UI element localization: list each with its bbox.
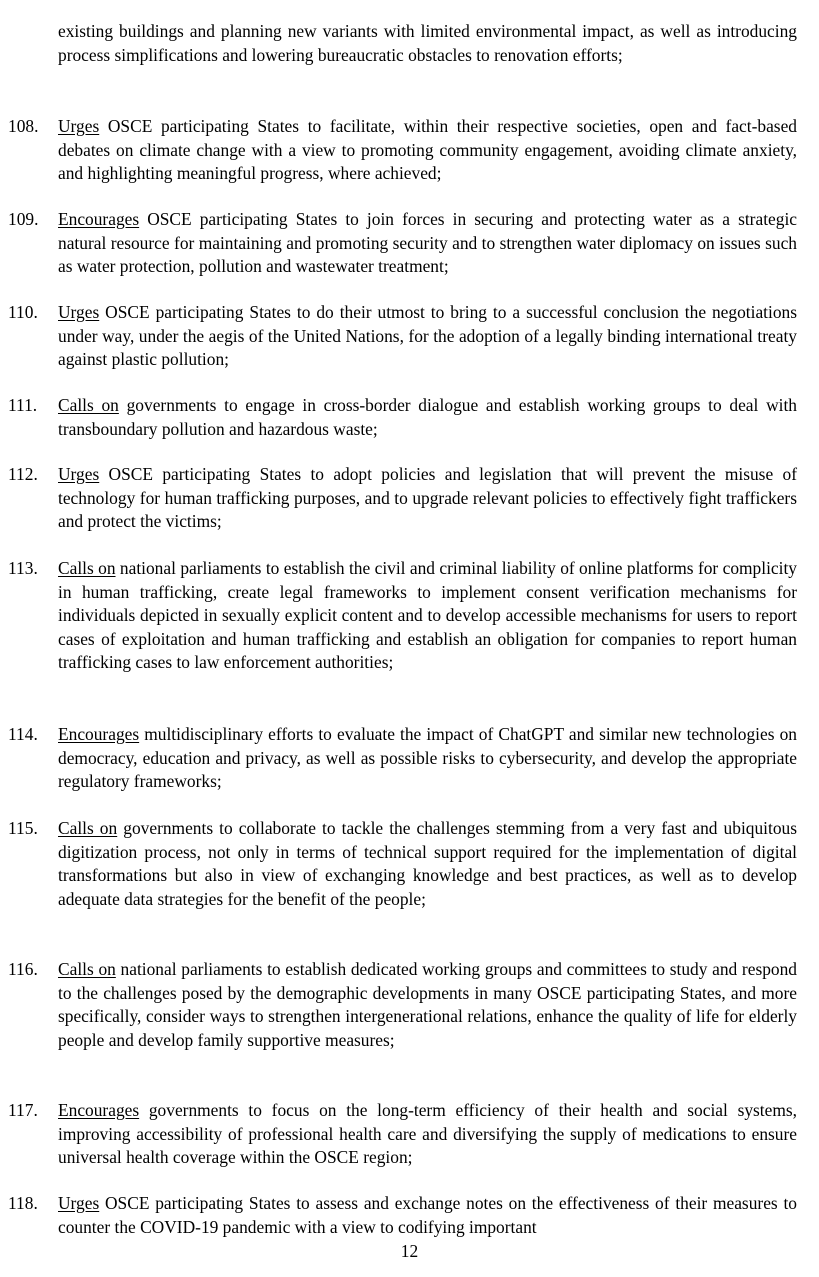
paragraph-text: multidisciplinary efforts to evaluate the impact of ChatGPT and similar new technologies on democracy, education and privacy, as well as possible risks to cybersecurity, and develop the appropriate regulatory frameworks;: [58, 724, 797, 791]
operative-verb: Calls on: [58, 959, 116, 979]
paragraph-number: 115.: [8, 818, 38, 838]
paragraph-115: [8, 817, 797, 911]
paragraph-number: 117.: [8, 1100, 38, 1120]
paragraph-110: [8, 301, 797, 372]
paragraph-number: 109.: [8, 209, 39, 229]
paragraph-text: national parliaments to establish dedicated working groups and committees to study and respond to the challenges posed by the demographic developments in many OSCE participating States, and more specifically, consider ways to strengthen intergenerational relations, enhance the quality of life for elderly people and develop family supportive measures;: [58, 959, 797, 1050]
operative-verb: Urges: [58, 302, 100, 322]
operative-verb: Encourages: [58, 209, 140, 229]
paragraph-116: [8, 958, 797, 1052]
paragraph-114: [8, 723, 797, 794]
paragraph-109: [8, 208, 797, 279]
paragraph-112: [8, 463, 797, 534]
paragraph-113: [8, 557, 797, 675]
paragraph-text: OSCE participating States to adopt policies and legislation that will prevent the misuse of technology for human trafficking purposes, and to upgrade relevant policies to effectively fight traffickers and protect the victims;: [58, 464, 797, 531]
paragraph-text: OSCE participating States to do their utmost to bring to a successful conclusion the negotiations under way, under the aegis of the United Nations, for the adoption of a legally binding international treaty against plastic pollution;: [58, 302, 797, 369]
paragraph-108: [8, 115, 797, 186]
paragraph-text: OSCE participating States to assess and exchange notes on the effectiveness of their measures to counter the COVID-19 pandemic with a view to codifying important: [58, 1193, 797, 1237]
paragraph-number: 110.: [8, 302, 38, 322]
operative-verb: Urges: [58, 464, 100, 484]
operative-verb: Encourages: [58, 724, 140, 744]
paragraph-text: OSCE participating States to join forces in securing and protecting water as a strategic natural resource for maintaining and promoting security and to strengthen water diplomacy on issues such as water protection, pollution and wastewater treatment;: [58, 209, 797, 276]
operative-verb: Encourages: [58, 1100, 140, 1120]
paragraph-number: 113.: [8, 558, 38, 578]
operative-verb: Urges: [58, 116, 100, 136]
paragraph-text: OSCE participating States to facilitate, within their respective societies, open and fact-based debates on climate change with a view to promoting community engagement, avoiding climate anxiety, and highlighting meaningful progress, where achieved;: [58, 116, 797, 183]
paragraph-text: governments to focus on the long-term efficiency of their health and social systems, improving accessibility of professional health care and diversifying the supply of medications to ensure universal health coverage within the OSCE region;: [58, 1100, 797, 1167]
operative-verb: Calls on: [58, 395, 119, 415]
paragraph-118: [8, 1192, 797, 1239]
paragraph-text: governments to collaborate to tackle the challenges stemming from a very fast and ubiquitous digitization process, not only in terms of technical support required for the implementation of digital transformations but also in view of exchanging knowledge and best practices, as well as to develop adequate data strategies for the benefit of the people;: [58, 818, 797, 909]
operative-verb: Calls on: [58, 558, 116, 578]
page-number: 12: [400, 1241, 419, 1261]
paragraph-number: 112.: [8, 464, 38, 484]
paragraph-number: 118.: [8, 1193, 38, 1213]
paragraph-number: 114.: [8, 724, 38, 744]
paragraph-111: [8, 394, 797, 441]
intro-paragraph: existing buildings and planning new variants with limited environmental impact, as well as introducing process simplifications and lowering bureaucratic obstacles to renovation efforts;: [58, 21, 797, 65]
paragraph-number: 116.: [8, 959, 38, 979]
paragraph-text: governments to engage in cross-border dialogue and establish working groups to deal with transboundary pollution and hazardous waste;: [58, 395, 797, 439]
operative-verb: Calls on: [58, 818, 118, 838]
paragraph-117: [8, 1099, 797, 1170]
paragraph-number: 108.: [8, 116, 39, 136]
paragraph-number: 111.: [8, 395, 38, 415]
operative-verb: Urges: [58, 1193, 100, 1213]
paragraph-text: national parliaments to establish the civil and criminal liability of online platforms for complicity in human trafficking, create legal frameworks to implement consent verification mechanisms for individuals depicted in sexually explicit content and to develop accessible mechanisms for users to report cases of exploitation and human trafficking and establish an obligation for companies to report human trafficking cases to law enforcement authorities;: [58, 558, 797, 672]
